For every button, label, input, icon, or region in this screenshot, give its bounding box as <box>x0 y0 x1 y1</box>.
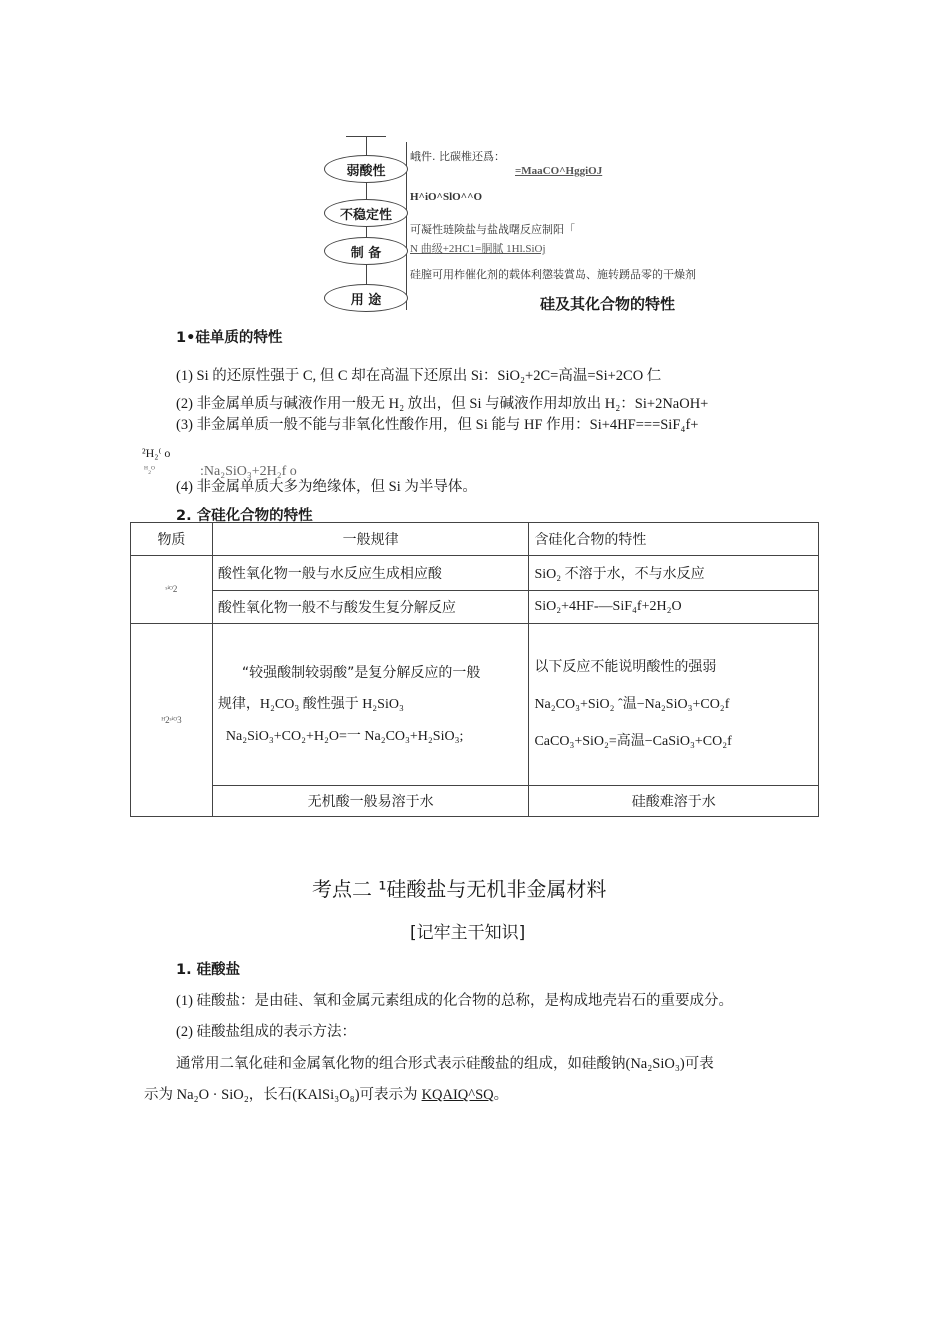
section1-fragment-b: ᴴ₂ᴼ <box>144 464 155 474</box>
header-substance: 物质 <box>131 523 213 556</box>
acid-rule-line-3: Na₂SiO₃+CO₂+H₂O=一 Na₂CO₃+H₂SiO₃; <box>225 728 464 744</box>
solubility-feature-cell: 硅酸难溶于水 <box>529 786 819 817</box>
header-rule: 一般规律 <box>212 523 529 556</box>
kaodian2-paragraph-3: 通常用二氧化硅和金属氧化物的组合形式表示硅酸盐的组成，如硅酸钠(Na₂SiO₃)可表 <box>176 1056 714 1072</box>
acid-feature-line-3: CaCO₃+SiO₂=高温−CaSiO₃+CO₂f <box>534 734 732 749</box>
kaodian2-p4-formula: KQAIQ^SQ <box>421 1087 494 1103</box>
kaodian2-title: 考点二 ¹硅酸盐与无机非金属材料 <box>312 877 607 901</box>
table-header-row <box>131 523 819 556</box>
section1-item-1: (1) Si 的还原性强于 C, 但 C 却在高温下还原出 Si：SiO₂+2C=高温=Si+2CO 仁 <box>176 368 662 384</box>
note-weak-acid-1: 峨件. 比碳椎还爲： <box>410 150 505 163</box>
section1-fragment-a: ²H₂⁽ o <box>142 446 171 460</box>
header-feature: 含硅化合物的特性 <box>529 523 819 556</box>
kaodian2-heading: 1. 硅酸盐 <box>176 962 241 978</box>
section2-heading: 2. 含硅化合物的特性 <box>176 508 313 524</box>
note-prep-1: 可凝性琏険盐与盐战曙反应制阳「 <box>410 223 575 236</box>
substance-sio2: ˢⁱᴼ2 <box>131 556 213 624</box>
acid-feature-line-2: Na₂CO₃+SiO₂ ˆ温−Na₂SiO₃+CO₂f <box>534 697 730 712</box>
solubility-rule-cell: 无机酸一般易溶于水 <box>212 786 529 817</box>
kaodian2-paragraph-2: (2) 硅酸盐组成的表示方法： <box>176 1024 357 1040</box>
note-prep-2: N 曲级+2HC1=胴腻 1Hl.SiOj <box>410 243 546 255</box>
note-use: 硅膣可用柞催化剂的载体利懲装賞岛、施转踴品零的干燥剂 <box>410 268 696 281</box>
diagram-caption: 硅及其化合物的特性 <box>540 295 676 313</box>
kaodian2-p4-end: 。 <box>493 1087 509 1103</box>
feature-cell: SiO₂+4HF-—SiF₄f+2H₂O <box>529 591 819 624</box>
section1-item-3: (3) 非金属单质一般不能与非氧化性酸作用，但 Si 能与 HF 作用：Si+4HF===SiF₄f+ <box>176 417 699 433</box>
table-row <box>131 556 819 591</box>
acid-rule-line-1: “较强酸制较弱酸”是复分解反应的一般 <box>241 664 481 681</box>
kaodian2-paragraph-1: (1) 硅酸盐：是由硅、氧和金属元素组成的化合物的总称，是构成地壳岩石的重要成分。 <box>176 993 734 1009</box>
feature-cell: SiO₂ 不溶于水，不与水反应 <box>529 556 819 591</box>
node-uses: 用 途 <box>324 284 408 312</box>
kaodian2-subtitle: [记牢主干知识] <box>410 923 526 943</box>
note-weak-acid-2: =MaaCO^HggiOJ <box>515 165 603 177</box>
table-row <box>131 591 819 624</box>
note-unstable: H^iO^SlO^^O <box>410 191 483 203</box>
acid-rule-line-2: 规律，H₂CO₃ 酸性强于 H₂SiO₃ <box>217 696 404 712</box>
acid-feature-line-1: 以下反应不能说明酸性的强弱 <box>534 659 717 675</box>
silicon-compounds-table <box>130 522 819 817</box>
node-preparation: 制 备 <box>324 237 408 265</box>
rule-cell: 酸性氧化物一般不与酸发生复分解反应 <box>212 591 529 624</box>
acid-feature-cell <box>529 624 819 786</box>
section1-item-2: (2) 非金属单质与碱液作用一般无 H₂ 放出，但 Si 与碱液作用却放出 H₂：Si+2NaOH+ <box>176 396 709 412</box>
section1-fragment-c: :Na₂SiO₃+2H₂f o <box>200 464 297 479</box>
section1-heading: 1•硅单质的特性 <box>176 330 283 346</box>
node-unstable: 不稳定性 <box>324 199 408 227</box>
table-row <box>131 786 819 817</box>
substance-h2sio3: ᴴ2ˢⁱᴼ3 <box>131 624 213 817</box>
node-weak-acid: 弱酸性 <box>324 155 408 183</box>
diagram-top-cap <box>346 136 386 137</box>
kaodian2-p4-text: 示为 Na₂O · SiO₂，长石(KAlSi₃O₈)可表示为 <box>144 1087 418 1103</box>
kaodian2-paragraph-4 <box>144 1083 508 1104</box>
section1-item-4: (4) 非金属单质大多为绝缘体，但 Si 为半导体。 <box>176 479 477 495</box>
table-row <box>131 624 819 786</box>
rule-cell: 酸性氧化物一般与水反应生成相应酸 <box>212 556 529 591</box>
acid-rule-cell <box>212 624 529 786</box>
